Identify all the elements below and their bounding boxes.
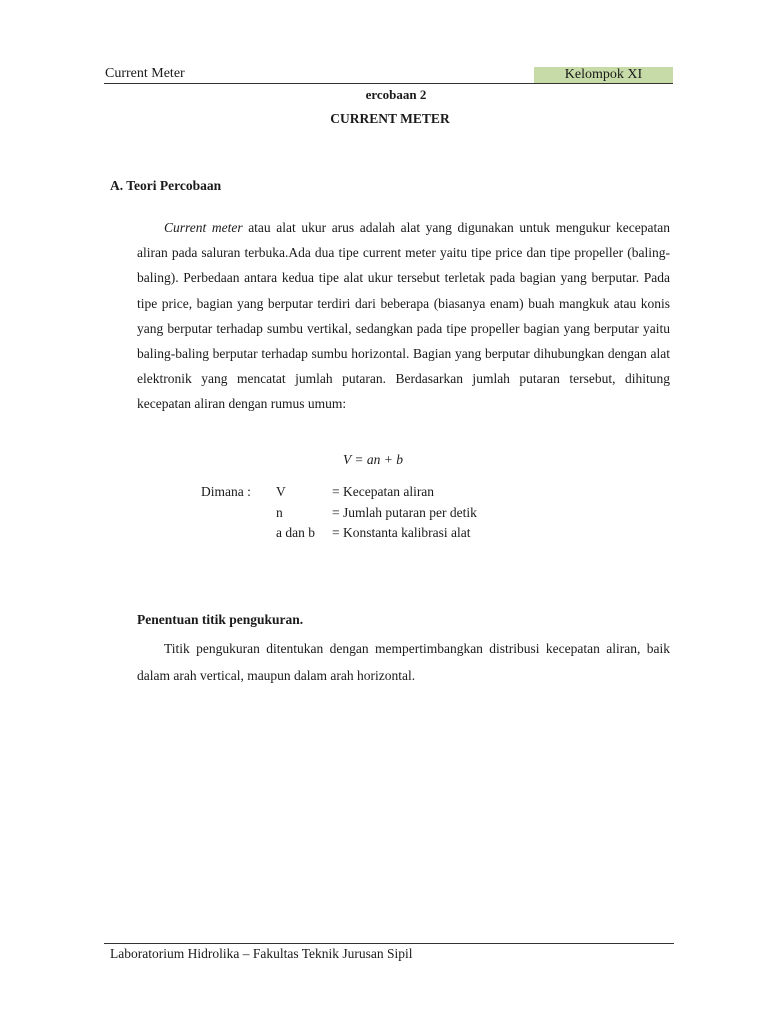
footer-text: Laboratorium Hidrolika – Fakultas Teknik Jurusan Sipil [110,946,413,961]
definition-symbol: V [276,484,286,499]
definition-meaning: = Konstanta kalibrasi alat [332,525,471,540]
page-title: CURRENT METER [330,111,450,126]
measurement-paragraph: Titik pengukuran ditentukan dengan mempertimbangkan distribusi kecepatan aliran, baik dalam arah vertical, maupun dalam arah horizontal. [137,641,670,683]
section-heading-measurement-points: Penentuan titik pengukuran. [137,612,304,627]
header-title: Current Meter [105,66,185,81]
definition-symbol: a dan b [276,525,315,540]
header-divider [104,83,673,84]
experiment-number: ercobaan 2 [365,87,427,102]
definition-row [201,525,477,546]
group-badge: Kelompok XI [534,67,673,83]
definition-row [201,484,477,505]
definitions-table [201,484,477,546]
definition-symbol: n [276,504,283,520]
definition-meaning: = Jumlah putaran per detik [332,504,477,520]
theory-paragraph [137,215,670,417]
theory-paragraph-text: atau alat ukur arus adalah alat yang digunakan untuk mengukur kecepatan aliran pada saluran terbuka.Ada dua tipe current meter yaitu tipe price dan tipe propeller (baling-baling). Perbedaan antara kedua tipe alat ukur tersebut terletak pada bagian yang berputar. Pada tipe price, bagian yang berputar terdiri dari beberapa (biasanya enam) buah mangkuk atau konis yang berputar terhadap sumbu vertikal, sedangkan pada tipe propeller bagian yang berputar yaitu baling-baling berputar terhadap sumbu horizontal. Bagian yang berputar dihubungkan dengan alat elektronik yang mencatat jumlah putaran. Berdasarkan jumlah putaran tersebut, dihitung kecepatan aliran dengan rumus umum: [137,220,670,412]
definition-meaning: = Kecepatan aliran [332,484,435,499]
definition-row [201,505,477,526]
footer-divider [104,943,674,944]
definitions-label: Dimana : [201,484,251,499]
formula: V = an + b [343,452,403,467]
theory-paragraph-italic: Current meter [164,220,243,235]
section-heading-theory: A. Teori Percobaan [110,178,222,193]
